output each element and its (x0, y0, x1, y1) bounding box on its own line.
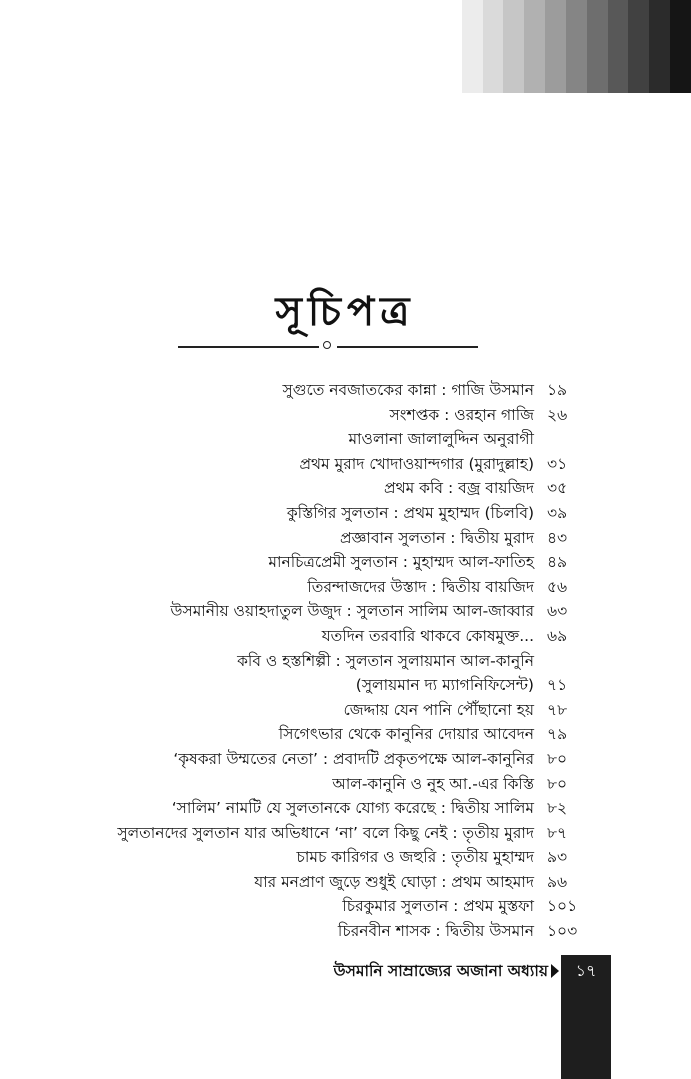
toc-entry-title: উসমানীয় ওয়াহদাতুল উজুদ : সুলতান সালিম আল-জাব্বার (170, 602, 534, 621)
toc-entry-title: মাওলানা জালালুদ্দিন অনুরাগী (348, 430, 534, 449)
toc-entry-title: প্রথম মুরাদ খোদাওয়ান্দগার (মুরাদুল্লাহ) (299, 454, 534, 473)
toc-entry (0, 575, 691, 600)
ornamental-divider (178, 339, 478, 355)
toc-entry-title: যতদিন তরবারি থাকবে কোষমুক্ত... (321, 626, 534, 645)
toc-entry-page: ৯৩ (547, 848, 568, 867)
toc-entry-title: যার মনপ্রাণ জুড়ে শুধুই ঘোড়া : প্রথম আহমাদ (254, 872, 534, 891)
toc-entry (0, 919, 691, 944)
grayscale-swatch (503, 0, 524, 93)
toc-entry (0, 673, 691, 698)
toc-entry-page: ৩৯ (547, 503, 568, 522)
grayscale-swatch (649, 0, 670, 93)
toc-entry-title: (সুলায়মান দ্য ম্যাগনিফিসেন্ট) (355, 676, 534, 695)
toc-entry-title: ‘সালিম’ নামটি যে সুলতানকে যোগ্য করেছে : দ্বিতীয় সালিম (171, 799, 534, 818)
toc-entry-page: ৭৯ (547, 725, 568, 744)
toc-entry-page: ৮০ (547, 774, 568, 793)
toc-entry-page: ২৬ (547, 405, 568, 424)
toc-entry (0, 747, 691, 772)
toc-entry-title: চিরনবীন শাসক : দ্বিতীয় উসমান (337, 922, 534, 941)
toc-entry (0, 698, 691, 723)
toc-entry-title: ‘কৃষকরা উম্মতের নেতা’ : প্রবাদটি প্রকৃতপক্ষে আল-কানুনির (173, 749, 534, 768)
grayscale-swatch (441, 0, 462, 93)
grayscale-swatch (628, 0, 649, 93)
toc-entry (0, 772, 691, 797)
grayscale-swatch (524, 0, 545, 93)
toc-entry-page: ৮০ (547, 749, 568, 768)
toc-entry-page: ৪৩ (547, 528, 568, 547)
toc-entry-page: ৩১ (547, 454, 568, 473)
grayscale-swatch (670, 0, 691, 93)
toc-entry (0, 452, 691, 477)
toc-entry (0, 649, 691, 674)
toc-entry (0, 550, 691, 575)
divider-line-right (337, 346, 478, 348)
toc-entry-page: ৫৬ (547, 577, 568, 596)
toc-entry-page: ৮৭ (547, 823, 568, 842)
toc-entry (0, 796, 691, 821)
toc-entry-page: ৮২ (547, 799, 568, 818)
toc-entry-title: জেদ্দায় যেন পানি পৌঁছানো হয় (343, 700, 534, 719)
toc-entry-page: ৭১ (547, 676, 568, 695)
toc-entry-page: ১০১ (547, 897, 578, 916)
toc-entry (0, 599, 691, 624)
toc-entry-title: চিরকুমার সুলতান : প্রথম মুস্তফা (342, 897, 534, 916)
footer-book-title: উসমানি সাম্রাজ্যের অজানা অধ্যায় (333, 962, 548, 980)
grayscale-swatch (608, 0, 629, 93)
toc-entry (0, 894, 691, 919)
toc-entry (0, 378, 691, 403)
toc-entry (0, 870, 691, 895)
grayscale-swatch (545, 0, 566, 93)
toc-entry (0, 845, 691, 870)
toc-entry-page: ৩৫ (547, 479, 568, 498)
toc-entry-title: আল-কানুনি ও নুহ আ.-এর কিস্তি (332, 774, 534, 793)
toc-entry (0, 501, 691, 526)
page-number: ১৭ (575, 961, 597, 980)
toc-entry-title: সুলতানদের সুলতান যার অভিধানে ‘না’ বলে কিছু নেই : তৃতীয় মুরাদ (117, 823, 534, 842)
toc-entry-page: ৭৮ (547, 700, 568, 719)
toc-entry-title: সুগুতে নবজাতকের কান্না : গাজি উসমান (282, 381, 534, 399)
toc-entry-title: প্রজ্ঞাবান সুলতান : দ্বিতীয় মুরাদ (340, 528, 534, 547)
grayscale-swatch-strip (441, 0, 691, 93)
toc-entry-page: ৪৯ (547, 553, 568, 572)
divider-line-left (178, 346, 319, 348)
toc-entry-title: প্রথম কবি : বজ্র বায়জিদ (384, 479, 534, 498)
toc-entry-title: তিরন্দাজদের উস্তাদ : দ্বিতীয় বায়জিদ (307, 577, 534, 596)
toc-entry-page: ১০৩ (547, 922, 578, 941)
toc-entry-title: মানচিত্রপ্রেমী সুলতান : মুহাম্মদ আল-ফাতিহ (268, 553, 534, 572)
triangle-right-icon (551, 964, 559, 978)
toc-entry (0, 624, 691, 649)
toc-entry-page: ৬৯ (547, 626, 568, 645)
grayscale-swatch (587, 0, 608, 93)
toc-entry (0, 526, 691, 551)
toc-entry-page: ১৯ (547, 381, 568, 399)
toc-entry-title: সিগেৎভার থেকে কানুনির দোয়ার আবেদন (278, 725, 534, 744)
toc-entry-title: কবি ও হস্তশিল্পী : সুলতান সুলায়মান আল-কানুনি (237, 651, 534, 670)
grayscale-swatch (483, 0, 504, 93)
toc-entry-title: সংশপ্তক : ওরহান গাজি (389, 405, 534, 424)
grayscale-swatch (566, 0, 587, 93)
page-title: সূচিপত্র (275, 289, 416, 335)
toc-entry-title: কুস্তিগির সুলতান : প্রথম মুহাম্মদ (চিলবি) (286, 503, 534, 522)
toc-entry (0, 821, 691, 846)
table-of-contents (0, 378, 691, 944)
divider-circle-icon (323, 341, 331, 349)
grayscale-swatch (462, 0, 483, 93)
toc-entry-title: চামচ কারিগর ও জহুরি : তৃতীয় মুহাম্মদ (296, 848, 534, 867)
toc-entry (0, 403, 691, 428)
toc-entry (0, 722, 691, 747)
toc-entry-page: ৯৬ (547, 872, 568, 891)
toc-entry-page: ৬৩ (547, 602, 568, 621)
toc-entry (0, 427, 691, 452)
toc-entry (0, 476, 691, 501)
